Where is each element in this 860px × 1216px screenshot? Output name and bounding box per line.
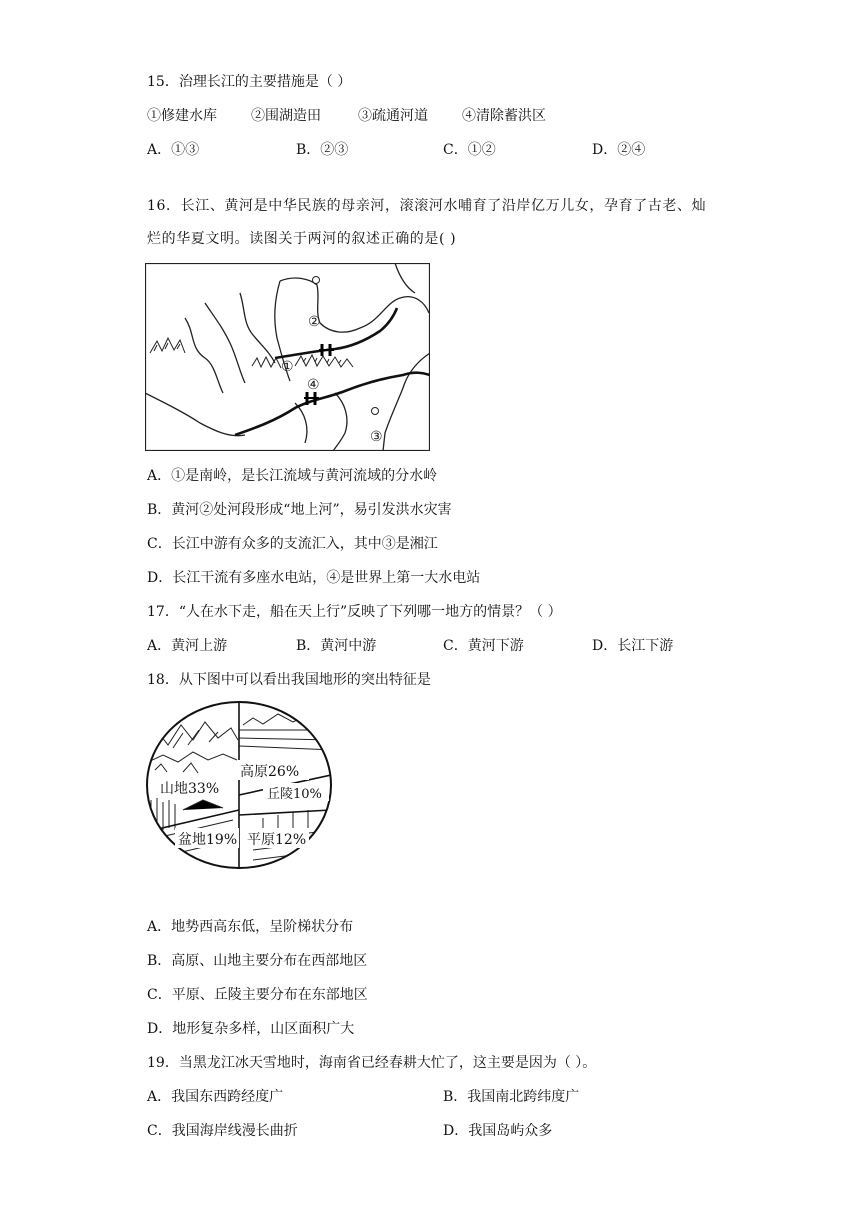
q16-stem-line2: 烂的华夏文明。读图关于两河的叙述正确的是( ) — [147, 231, 457, 247]
q15-option-a[interactable]: A．①③ — [147, 142, 200, 158]
q17-option-a[interactable]: A．黄河上游 — [147, 638, 228, 654]
q17-option-c[interactable]: C．黄河下游 — [443, 638, 524, 654]
q17-option-b[interactable]: B．黄河中游 — [296, 638, 377, 654]
q16-option-c[interactable]: C．长江中游有众多的支流汇入，其中③是湘江 — [147, 536, 438, 552]
q19-stem: 19．当黑龙江冰天雪地时，海南省已经春耕大忙了，这主要是因为（ ）。 — [147, 1055, 597, 1071]
q18-option-b[interactable]: B．高原、山地主要分布在西部地区 — [147, 953, 368, 969]
q16-option-a[interactable]: A．①是南岭，是长江流域与黄河流域的分水岭 — [147, 468, 438, 484]
q15-option-b[interactable]: B．②③ — [296, 142, 349, 158]
q17-option-d[interactable]: D．长江下游 — [592, 638, 674, 654]
pie-label-plateau: 高原26% — [240, 764, 300, 780]
q16-option-b[interactable]: B．黄河②处河段形成“地上河”，易引发洪水灾害 — [147, 502, 452, 518]
q19-option-c[interactable]: C．我国海岸线漫长曲折 — [147, 1123, 298, 1139]
q15-stem: 15．治理长江的主要措施是（ ） — [147, 74, 352, 90]
q15-item-4: ④清除蓄洪区 — [462, 108, 546, 124]
q17-stem: 17．“人在水下走，船在天上行”反映了下列哪一地方的情景？（ ） — [147, 604, 562, 620]
q15-option-c[interactable]: C．①② — [443, 142, 496, 158]
q18-option-d[interactable]: D．地形复杂多样，山区面积广大 — [147, 1021, 355, 1037]
map-label-3: ③ — [370, 429, 383, 445]
q18-option-c[interactable]: C．平原、丘陵主要分布在东部地区 — [147, 987, 368, 1003]
pie-label-plain: 平原12% — [247, 832, 307, 848]
pie-label-mountain: 山地33% — [160, 781, 220, 797]
q19-option-b[interactable]: B．我国南北跨纬度广 — [443, 1089, 580, 1105]
map-label-2: ② — [308, 314, 321, 330]
q16-option-d[interactable]: D．长江干流有多座水电站，④是世界上第一大水电站 — [147, 570, 481, 586]
q19-option-a[interactable]: A．我国东西跨经度广 — [147, 1089, 284, 1105]
q18-stem: 18．从下图中可以看出我国地形的突出特征是 — [147, 672, 431, 688]
q19-option-d[interactable]: D．我国岛屿众多 — [443, 1123, 553, 1139]
q15-item-1: ①修建水库 — [147, 108, 217, 124]
q18-option-a[interactable]: A．地势西高东低，呈阶梯状分布 — [147, 919, 354, 935]
q15-item-3: ③疏通河道 — [358, 108, 428, 124]
pie-label-hills: 丘陵10% — [267, 787, 322, 802]
q16-stem-line1: 16．长江、黄河是中华民族的母亲河，滚滚河水哺育了沿岸亿万儿女，孕育了古老、灿 — [147, 198, 707, 214]
map-label-1: ① — [281, 359, 294, 375]
q15-item-2: ②围湖造田 — [251, 108, 321, 124]
rivers-map — [145, 263, 430, 455]
q15-option-d[interactable]: D．②④ — [592, 142, 646, 158]
pie-label-basin: 盆地19% — [178, 832, 238, 848]
map-label-4: ④ — [307, 377, 320, 393]
terrain-pie-figure — [143, 700, 335, 876]
